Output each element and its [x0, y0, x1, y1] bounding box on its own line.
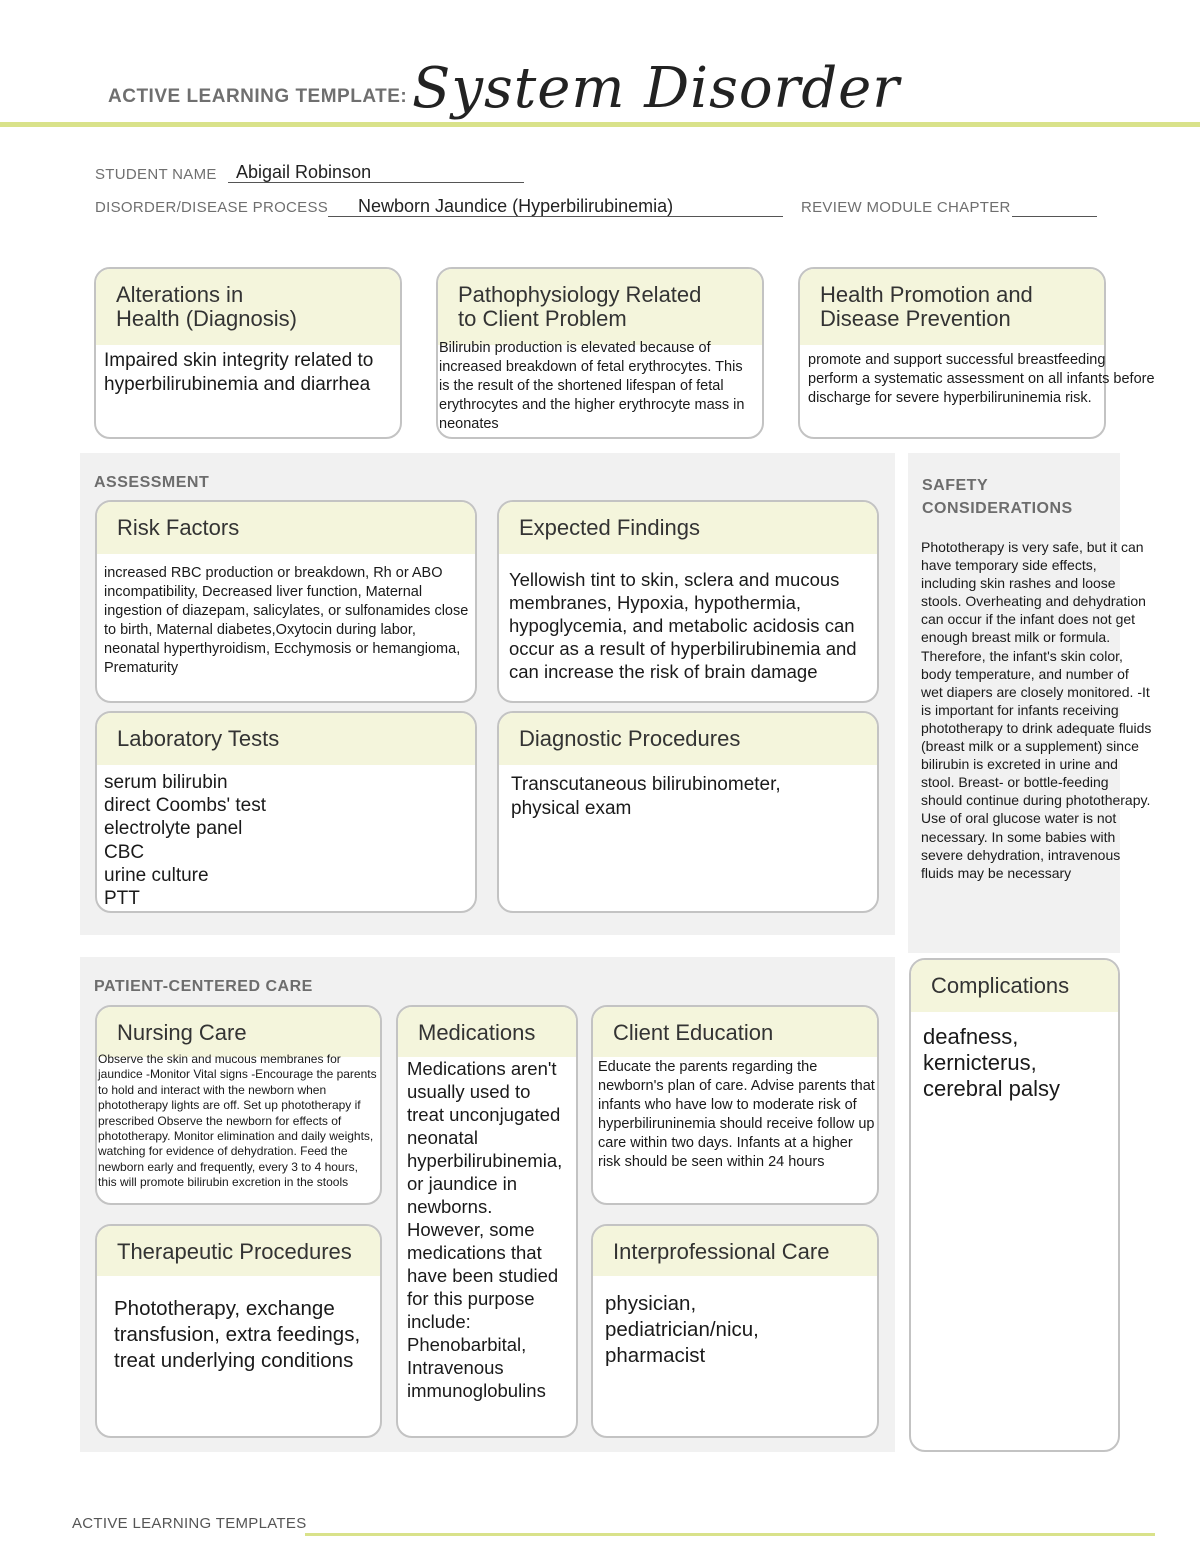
client-education-box	[591, 1005, 879, 1205]
safety-body: Phototherapy is very safe, but it can have temporary side effects, including skin rashes and loose stools. Overheating and dehydration can occur if the infant does not get enough breast milk or formula. Therefore, the infant's skin color, body temperature, and number of wet diapers are closely monitored. -It is important for infants receiving phototherapy to drink adequate fluids (breast milk or a supplement) since bilirubin is excreted in urine and stool. Breast- or bottle-feeding should continue during phototherapy. Use of oral glucose water is not necessary. In some babies with severe dehydration, intravenous fluids may be necessary	[921, 539, 1152, 881]
pathophysiology-body: Bilirubin production is elevated because of increased breakdown of fetal erythrocytes. This is the result of the shortened lifespan of fetal erythrocytes and the higher erythrocyte mass in neonates	[439, 340, 745, 432]
therapeutic-procedures-body: Phototherapy, exchange transfusion, extra feedings, treat underlying conditions	[114, 1297, 361, 1372]
client-education-title: Client Education	[593, 1007, 877, 1057]
laboratory-tests-box	[95, 711, 477, 913]
client-education-body: Educate the parents regarding the newborn's plan of care. Advise parents that infants who have low to moderate risk of hyperbiliruninemia should receive follow up care within two days. Infants at a higher risk should be seen within 24 hours	[598, 1059, 875, 1170]
disorder-field[interactable]: Newborn Jaundice (Hyperbilirubinemia)	[328, 196, 783, 217]
safety-section-title: SAFETY CONSIDERATIONS	[922, 477, 1073, 517]
nursing-care-box	[95, 1005, 382, 1205]
diagnostic-procedures-box	[497, 711, 879, 913]
therapeutic-procedures-title: Therapeutic Procedures	[97, 1226, 380, 1276]
header-rule	[0, 122, 1200, 127]
diagnostic-procedures-body: Transcutaneous bilirubinometer, physical exam	[511, 774, 781, 819]
risk-factors-title: Risk Factors	[97, 502, 475, 554]
medications-title: Medications	[398, 1007, 576, 1057]
complications-box	[909, 958, 1120, 1452]
footer-label: ACTIVE LEARNING TEMPLATES	[72, 1515, 307, 1532]
review-module-field[interactable]	[1012, 196, 1097, 217]
disorder-label: DISORDER/DISEASE PROCESS	[95, 199, 329, 216]
template-label: ACTIVE LEARNING TEMPLATE:	[108, 86, 408, 107]
health-promotion-title: Health Promotion and Disease Prevention	[800, 269, 1104, 345]
laboratory-tests-body: serum bilirubin direct Coombs' test electrolyte panel CBC urine culture PTT	[104, 772, 267, 910]
expected-findings-body: Yellowish tint to skin, sclera and mucous membranes, Hypoxia, hypothermia, hypoglycemia, and metabolic acidosis can occur as a result of hyperbilirubinemia and can increase the risk of brain damage	[509, 569, 857, 682]
alterations-box	[94, 267, 402, 439]
medications-box	[396, 1005, 578, 1438]
patient-care-section-title: PATIENT-CENTERED CARE	[94, 978, 313, 995]
expected-findings-title: Expected Findings	[499, 502, 877, 554]
health-promotion-body: promote and support successful breastfeeding perform a systematic assessment on all infants before discharge for severe hyperbiliruninemia risk.	[808, 352, 1155, 406]
complications-body: deafness, kernicterus, cerebral palsy	[923, 1024, 1060, 1101]
laboratory-tests-title: Laboratory Tests	[97, 713, 475, 765]
student-name-field[interactable]: Abigail Robinson	[228, 162, 524, 183]
nursing-care-title: Nursing Care	[97, 1007, 380, 1057]
footer-rule	[305, 1533, 1155, 1536]
pathophysiology-box	[436, 267, 764, 439]
medications-body: Medications aren't usually used to treat unconjugated neonatal hyperbilirubinemia, or jaundice in newborns. However, some medications that have been studied for this purpose include: Phenobarbital, Intravenous immunoglobulins	[407, 1058, 563, 1401]
page-title: System Disorder	[412, 56, 901, 121]
therapeutic-procedures-box	[95, 1224, 382, 1438]
pathophysiology-title: Pathophysiology Related to Client Problem	[438, 269, 762, 345]
diagnostic-procedures-title: Diagnostic Procedures	[499, 713, 877, 765]
expected-findings-box	[497, 500, 879, 703]
risk-factors-box	[95, 500, 477, 703]
interprofessional-care-body: physician, pediatrician/nicu, pharmacist	[605, 1292, 759, 1367]
student-name-label: STUDENT NAME	[95, 166, 217, 183]
interprofessional-care-box	[591, 1224, 879, 1438]
interprofessional-care-title: Interprofessional Care	[593, 1226, 877, 1276]
alterations-title: Alterations in Health (Diagnosis)	[96, 269, 400, 345]
nursing-care-body: Observe the skin and mucous membranes for jaundice -Monitor Vital signs -Encourage the parents to hold and interact with the newborn when phototherapy lights are off. Set up phototherapy if prescribed Observe the newborn for effects of phototherapy. Monitor elimination and daily weights, watching for evidence of dehydration. Feed the newborn early and frequently, every 3 to 4 hours, this will promote bilirubin excretion in the stools	[98, 1052, 377, 1190]
complications-title: Complications	[911, 960, 1118, 1012]
health-promotion-box	[798, 267, 1155, 439]
risk-factors-body: increased RBC production or breakdown, Rh or ABO incompatibility, Decreased liver function, Maternal ingestion of diazepam, salicylates, or sulfonamides close to birth, Maternal diabetes,Oxytocin during labor, neonatal hyperthyroidism, Ecchymosis or hemangioma, Prematurity	[104, 565, 469, 676]
review-module-label: REVIEW MODULE CHAPTER	[801, 199, 1011, 216]
assessment-section-title: ASSESSMENT	[94, 474, 210, 491]
alterations-body: Impaired skin integrity related to hyperbilirubinemia and diarrhea	[104, 350, 374, 395]
